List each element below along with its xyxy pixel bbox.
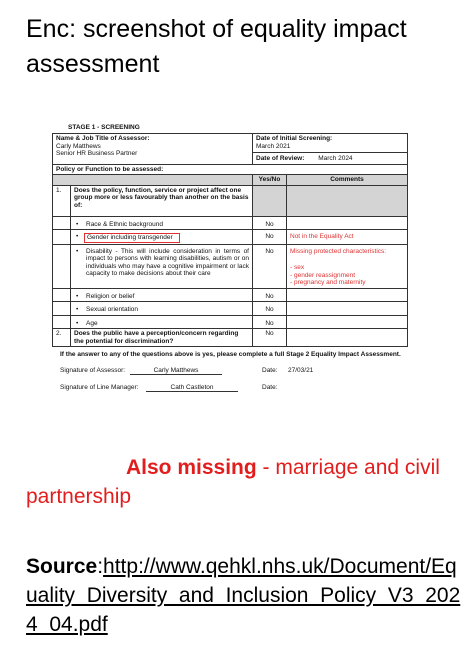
q2-value: No bbox=[253, 329, 287, 347]
stage-heading: STAGE 1 - SCREENING bbox=[68, 124, 140, 131]
item-value: No bbox=[253, 288, 287, 302]
header-row bbox=[53, 175, 408, 186]
item-value: No bbox=[253, 244, 287, 288]
instruction-text: If the answer to any of the questions above is yes, please complete a full Stage 2 Equality Impact Assessment. bbox=[60, 351, 401, 358]
sig-manager: Cath Castleton bbox=[146, 384, 238, 392]
col-yesno: Yes/No bbox=[253, 175, 287, 186]
item-row bbox=[53, 216, 408, 230]
source-link[interactable]: http://www.qehkl.nhs.uk/Document/Equality_Diversity_and_Inclusion_Policy_V3_2024_04.pdf bbox=[26, 555, 461, 636]
item-row bbox=[53, 315, 408, 329]
sig-date-label: Date: bbox=[262, 366, 278, 374]
source-line bbox=[26, 552, 466, 639]
assessor-label: Name & Job Title of Assessor: bbox=[56, 135, 150, 142]
screening-table bbox=[52, 133, 408, 347]
initial-date-label: Date of Initial Screening: bbox=[256, 135, 333, 142]
item-label: • Sexual orientation bbox=[74, 306, 249, 314]
item-label: • Race & Ethnic background bbox=[74, 221, 249, 229]
assessor-row bbox=[53, 134, 408, 165]
q2-row bbox=[53, 329, 408, 347]
also-missing-rest: - marriage and civil partnership bbox=[26, 456, 440, 508]
q1-row bbox=[53, 185, 408, 216]
sig-manager-date-label: Date: bbox=[262, 383, 278, 391]
sig-date: 27/03/21 bbox=[288, 366, 314, 374]
q1-number: 1. bbox=[53, 185, 71, 216]
source-label: Source bbox=[26, 555, 98, 578]
sig-assessor: Carly Matthews bbox=[130, 367, 222, 375]
assessor-name: Carly Matthews bbox=[56, 142, 101, 150]
also-missing-bold: Also missing bbox=[126, 456, 257, 479]
highlight-box: Gender including transgender bbox=[84, 233, 180, 243]
q2-number: 2. bbox=[53, 329, 71, 347]
q1-text: Does the policy, function, service or project affect one group more or less favourably than another on the basis of: bbox=[71, 185, 253, 216]
initial-date: March 2021 bbox=[256, 142, 291, 150]
item-value: No bbox=[253, 216, 287, 230]
item-value: No bbox=[253, 302, 287, 316]
item-row bbox=[53, 302, 408, 316]
item-label: • Age bbox=[74, 320, 249, 328]
item-row bbox=[53, 244, 408, 288]
item-comment: Missing protected characteristics: bbox=[290, 247, 387, 255]
sig-assessor-label: Signature of Assessor: bbox=[60, 366, 126, 374]
review-date: March 2024 bbox=[318, 155, 353, 162]
also-missing-note bbox=[26, 453, 466, 511]
item-row bbox=[53, 288, 408, 302]
item-row bbox=[53, 230, 408, 245]
sig-manager-label: Signature of Line Manager: bbox=[60, 383, 139, 391]
review-label: Date of Review: bbox=[256, 155, 305, 162]
comment-item: - gender reassignment bbox=[290, 271, 356, 279]
source-sep: : bbox=[97, 555, 104, 578]
equality-impact-assessment-screenshot bbox=[52, 124, 408, 392]
assessor-title: Senior HR Business Partner bbox=[56, 150, 138, 157]
policy-label: Policy or Function to be assessed: bbox=[53, 164, 408, 175]
signature-assessor-line bbox=[52, 367, 408, 375]
item-label: • Disability - This will include consideration in terms of impact to persons with learning disabilities, autism or on individuals who may have a cognitive impairment or lack capacity to make decisions about their care bbox=[74, 248, 249, 278]
page-title: Enc: screenshot of equality impact assessment bbox=[26, 15, 407, 78]
item-comment: Not in the Equality Act bbox=[287, 230, 408, 245]
item-label: • Religion or belief bbox=[74, 293, 249, 301]
item-value: No bbox=[253, 230, 287, 245]
policy-row bbox=[53, 164, 408, 175]
q2-text: Does the public have a perception/concern regarding the potential for discrimination? bbox=[71, 329, 253, 347]
col-comments: Comments bbox=[287, 175, 408, 186]
item-value: No bbox=[253, 315, 287, 329]
comment-item: - pregnancy and maternity bbox=[290, 279, 366, 286]
comment-item: - sex bbox=[290, 264, 305, 271]
signature-manager-line bbox=[52, 384, 408, 392]
